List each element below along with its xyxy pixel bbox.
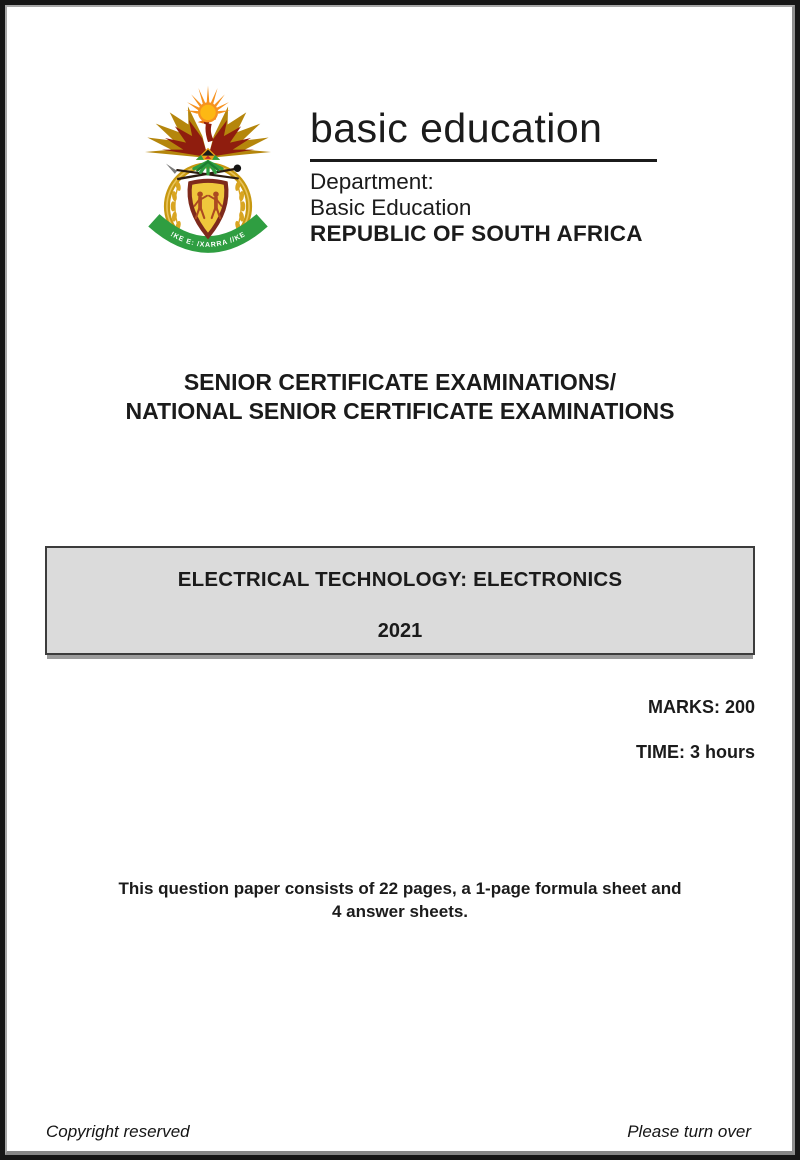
paper-contents-note — [0, 878, 800, 923]
motto-text: !KE E: /XARRA //KE — [169, 231, 247, 249]
country-name: REPUBLIC OF SOUTH AFRICA — [310, 221, 643, 246]
department-block — [310, 169, 643, 247]
department-name: Basic Education — [310, 195, 472, 220]
exam-details — [636, 697, 755, 763]
subject-box — [45, 546, 755, 655]
exam-heading-line2: NATIONAL SENIOR CERTIFICATE EXAMINATIONS — [125, 398, 675, 424]
subject-year: 2021 — [377, 620, 423, 642]
department-label: Department: — [310, 169, 434, 194]
subject-title: ELECTRICAL TECHNOLOGY: ELECTRONICS — [177, 568, 623, 591]
marks-value: MARKS: 200 — [647, 697, 755, 717]
note-line2: 4 answer sheets. — [331, 901, 469, 921]
footer-copyright: Copyright reserved — [46, 1122, 190, 1141]
wordmark: basic education — [310, 105, 603, 151]
wordmark-underline — [310, 159, 657, 162]
south-african-coat-of-arms-icon — [138, 78, 278, 278]
exam-heading — [0, 368, 800, 426]
shield-icon — [190, 181, 227, 236]
time-value: TIME: 3 hours — [635, 742, 755, 762]
footer-turn-over: Please turn over — [627, 1122, 751, 1141]
note-line1: This question paper consists of 22 pages, a 1-page formula sheet and — [118, 879, 682, 898]
exam-heading-line1: SENIOR CERTIFICATE EXAMINATIONS/ — [183, 369, 617, 395]
